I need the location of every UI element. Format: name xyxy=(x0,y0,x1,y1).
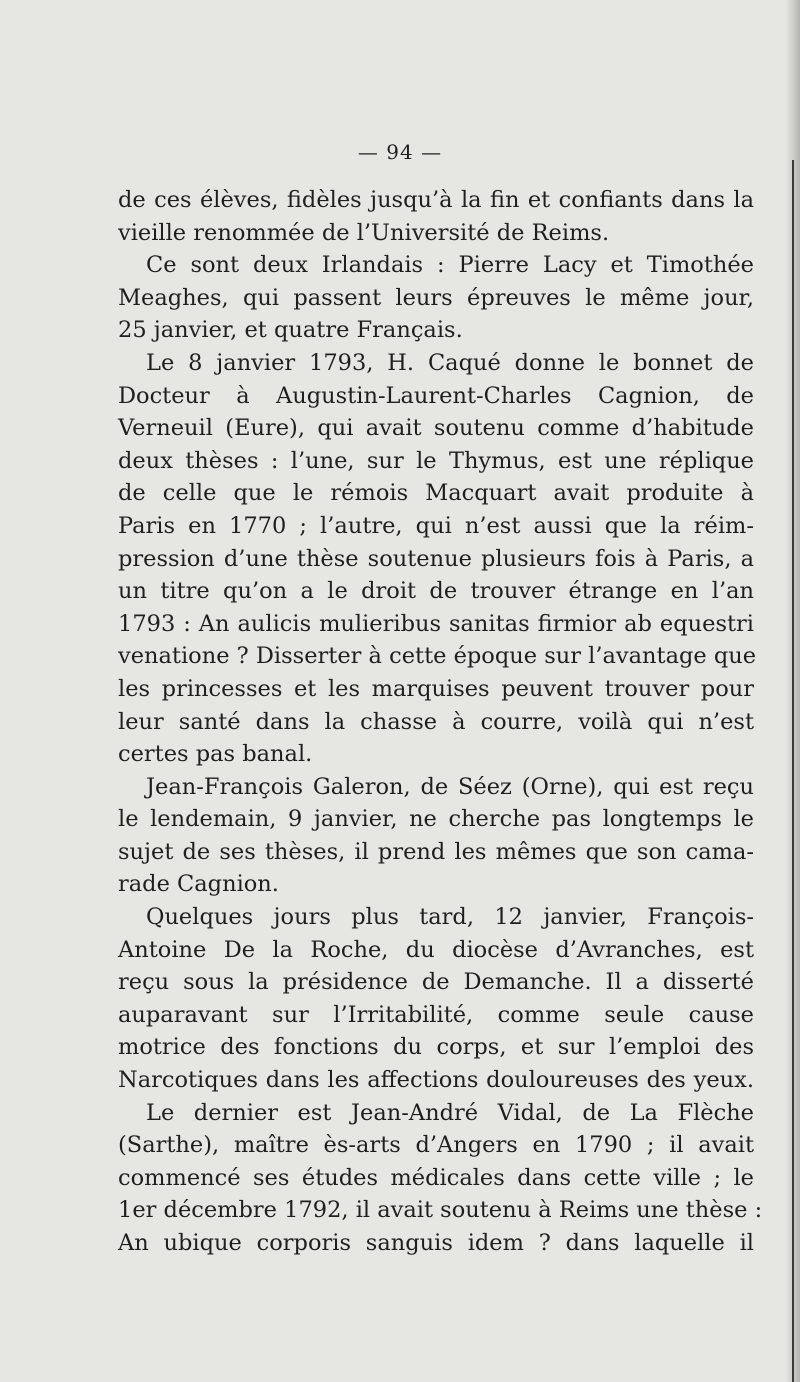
text-line: Jean-François Galeron, de Séez (Orne), qui est reçu xyxy=(146,773,754,800)
text-line: motrice des fonctions du corps, et sur l’emploi des xyxy=(118,1034,754,1061)
text-line: (Sarthe), maître ès-arts d’Angers en 1790 ; il avait xyxy=(118,1132,754,1159)
text-line: un titre qu’on a le droit de trouver étrange en l’an xyxy=(118,578,754,605)
text-line: Docteur à Augustin-Laurent-Charles Cagnion, de xyxy=(118,382,754,409)
text-line: Meaghes, qui passent leurs épreuves le même jour, xyxy=(118,284,754,311)
text-line: venatione ? Disserter à cette époque sur l’avantage que xyxy=(118,643,757,670)
text-line: de celle que le rémois Macquart avait produite à xyxy=(118,480,754,507)
text-line: 1793 : An aulicis mulieribus sanitas firmior ab equestri xyxy=(118,610,754,637)
text-line: Paris en 1770 ; l’autre, qui n’est aussi que la réim- xyxy=(118,512,754,539)
text-line: le lendemain, 9 janvier, ne cherche pas longtemps le xyxy=(118,806,754,833)
body-text xyxy=(118,184,763,1260)
page-edge-line xyxy=(792,160,794,1382)
text-line: sujet de ses thèses, il prend les mêmes que son cama- xyxy=(118,838,754,865)
text-line: 1er décembre 1792, il avait soutenu à Reims une thèse : xyxy=(118,1197,763,1224)
text-line: auparavant sur l’Irritabilité, comme seule cause xyxy=(118,1001,754,1028)
text-line: leur santé dans la chasse à courre, voilà qui n’est xyxy=(118,708,754,735)
text-line: Narcotiques dans les affections douloureuses des yeux. xyxy=(118,1067,754,1094)
text-line: reçu sous la présidence de Demanche. Il a disserté xyxy=(118,969,754,996)
text-line: pression d’une thèse soutenue plusieurs fois à Paris, a xyxy=(118,545,754,572)
text-line: deux thèses : l’une, sur le Thymus, est une réplique xyxy=(118,447,754,474)
text-line: Le dernier est Jean-André Vidal, de La Flèche xyxy=(146,1099,754,1126)
text-line: vieille renommée de l’Université de Reims. xyxy=(118,219,610,246)
page-number: — 94 — xyxy=(357,140,443,164)
text-line: Le 8 janvier 1793, H. Caqué donne le bonnet de xyxy=(146,349,754,376)
text-line: Verneuil (Eure), qui avait soutenu comme d’habitude xyxy=(118,415,754,442)
text-line: Antoine De la Roche, du diocèse d’Avranches, est xyxy=(118,936,754,963)
text-line: les princesses et les marquises peuvent trouver pour xyxy=(118,675,754,702)
text-line: 25 janvier, et quatre Français. xyxy=(118,317,463,344)
text-line: Quelques jours plus tard, 12 janvier, François- xyxy=(146,904,754,931)
text-line: de ces élèves, fidèles jusqu’à la fin et confiants dans la xyxy=(118,187,754,213)
text-line: rade Cagnion. xyxy=(118,871,279,898)
text-line: An ubique corporis sanguis idem ? dans laquelle il xyxy=(118,1230,754,1256)
text-line: certes pas banal. xyxy=(118,741,313,768)
text-line: Ce sont deux Irlandais : Pierre Lacy et Timothée xyxy=(146,252,754,279)
text-line: commencé ses études médicales dans cette ville ; le xyxy=(118,1164,754,1191)
